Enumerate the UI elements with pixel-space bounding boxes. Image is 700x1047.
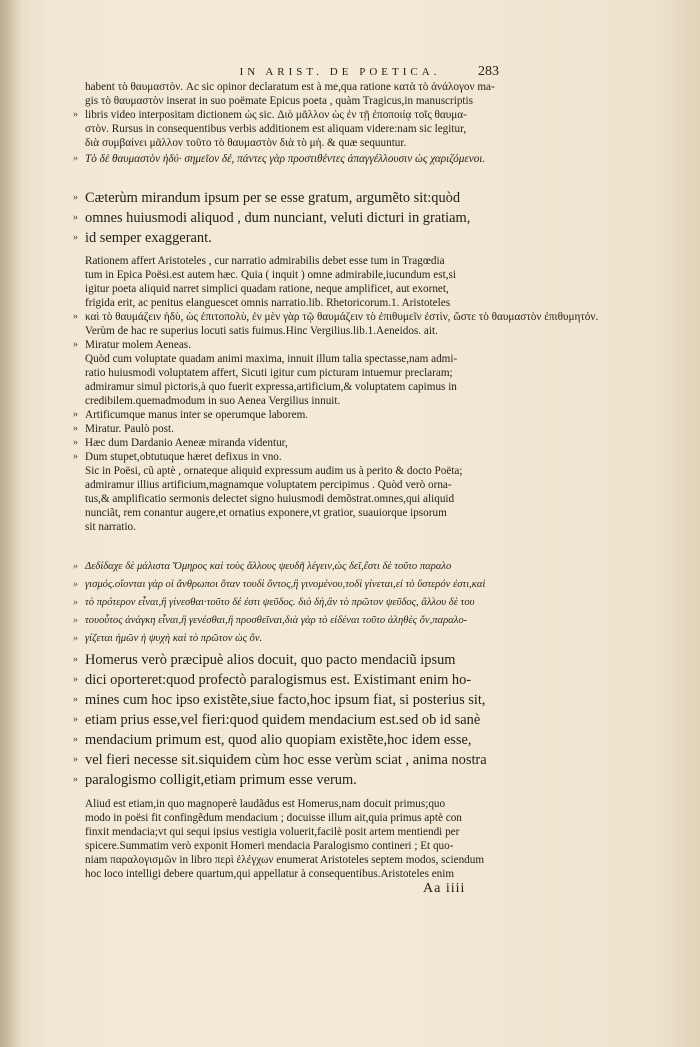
text-line — [85, 136, 525, 150]
line-text: mendacium primum est, quod alio quopiam existẽte,hoc idem esse, — [85, 732, 472, 748]
text-line — [73, 770, 525, 790]
text-line — [85, 506, 525, 520]
quotation-marker: » — [73, 633, 78, 644]
text-line — [85, 797, 525, 811]
text-line — [73, 228, 525, 248]
text-line — [85, 94, 525, 108]
greek-quotation-1 — [73, 152, 525, 166]
quotation-marker: » — [73, 654, 78, 665]
quotation-marker: » — [73, 437, 78, 448]
line-text: gis τὸ θαυμαστὸν inserat in suo poëmate Epicus poeta , quàm Tragicus,in manuscriptis — [85, 95, 474, 107]
line-text: Artificumque manus inter se operumque laborem. — [85, 409, 309, 421]
quotation-marker: » — [73, 579, 78, 590]
text-line — [73, 108, 525, 122]
text-line — [73, 450, 525, 464]
text-line — [85, 122, 525, 136]
text-line — [85, 520, 525, 534]
line-text: paralogismo colligit,etiam primum esse verum. — [85, 772, 357, 788]
line-text: habent τὸ θαυμαστὸν. Ac sic opinor declaratum est à me,qua ratione κατὰ τὸ ἀνάλογον ma- — [85, 81, 495, 93]
signature-mark: Aa iiii — [423, 881, 466, 896]
line-text: στὸν. Rursus in consequentibus verbis additionem est aliquam videre:nam sic legitur, — [85, 123, 467, 135]
quotation-marker: » — [73, 451, 78, 462]
quotation-marker: » — [73, 774, 78, 785]
quotation-marker: » — [73, 714, 78, 725]
text-line — [85, 464, 525, 478]
text-line — [73, 670, 525, 690]
text-line — [73, 594, 525, 612]
quotation-marker: » — [73, 212, 78, 223]
line-text: Homerus verò præcipuè alios docuit, quo pacto mendaciũ ipsum — [85, 652, 456, 668]
line-text: mines cum hoc ipso existẽte,siue facto,hoc ipsum fiat, si posterius sit, — [85, 692, 486, 708]
text-line — [73, 208, 525, 228]
line-text: καὶ τὸ θαυμάζειν ἡδὺ, ὡς ἐπιτοπολὺ, ἐν μὲν γὰρ τῷ θαυμάζειν τὸ ἐπιθυμεῖν ἐστὶν, ὥστε τὸ θαυμαστὸν ἐπιθυμητόν. — [85, 311, 599, 323]
text-line — [73, 152, 525, 166]
text-line — [85, 394, 525, 408]
quotation-marker: » — [73, 311, 78, 322]
text-line — [73, 338, 525, 352]
line-text: Miratur molem Aeneas. — [85, 339, 191, 351]
text-line — [73, 408, 525, 422]
text-line — [73, 750, 525, 770]
quotation-marker: » — [73, 232, 78, 243]
page-number: 283 — [478, 64, 499, 79]
quotation-marker: » — [73, 615, 78, 626]
text-line — [73, 576, 525, 594]
text-line — [85, 853, 525, 867]
text-line — [73, 436, 525, 450]
text-line — [85, 478, 525, 492]
line-text: Δεδίδαχε δὲ μάλιστα Ὅμηρος καὶ τοὺς ἄλλους ψευδῆ λέγειν,ὡς δεῖ,ἔστι δὲ τοῦτο παραλο — [85, 561, 452, 572]
line-text: finxit mendacia;vt qui sequi ipsius vestigia voluerit,facilè posit artem mentiendi per — [85, 826, 460, 838]
line-text: Verùm de hac re superius locuti satis fuimus.Hinc Vergilius.lib.1.Aeneidos. ait. — [85, 325, 438, 337]
quotation-marker: » — [73, 734, 78, 745]
text-line — [73, 710, 525, 730]
line-text: nunciãt, rem conantur augere,et ornatius exponere,vt gratior, suauiorque ipsorum — [85, 507, 447, 519]
line-text: dici oporteret:quod profectò paralogismus est. Existimant enim ho- — [85, 672, 472, 688]
quotation-marker: » — [73, 153, 78, 164]
line-text: Τὸ δὲ θαυμαστὸν ἡδύ· σημεῖον δέ, πάντες γὰρ προστιθέντες ἀπαγγέλλουσιν ὡς χαριζόμενοι. — [85, 153, 486, 165]
greek-quotation-2 — [73, 558, 525, 648]
line-text: frigida erit, ac penitus elanguescet omnis narratio.lib. Rhetoricorum.1. Aristoteles — [85, 297, 451, 309]
text-line — [85, 296, 525, 310]
quotation-marker: » — [73, 694, 78, 705]
line-text: Cæterùm mirandum ipsum per se esse gratum, argumẽto sit:quòd — [85, 190, 461, 206]
text-line — [85, 825, 525, 839]
line-text: libris video interpositam dictionem ὡς sic. Διὸ μᾶλλον ὡς ἐν τῇ ἐποποιίᾳ τοῖς θαυμα- — [85, 109, 467, 121]
quotation-marker: » — [73, 339, 78, 350]
line-text: γίζεται ἡμῶν ἡ ψυχὴ καὶ τὸ πρῶτον ὡς ὄν. — [85, 633, 263, 644]
quotation-marker: » — [73, 754, 78, 765]
line-text: omnes huiusmodi aliquod , dum nunciant, veluti dicturi in gratiam, — [85, 210, 471, 226]
text-line — [85, 352, 525, 366]
text-line — [85, 811, 525, 825]
quotation-marker: » — [73, 674, 78, 685]
text-line — [85, 80, 525, 94]
quotation-marker: » — [73, 597, 78, 608]
text-line — [85, 380, 525, 394]
line-text: niam παραλογισμῶν in libro περὶ ἐλέγχων enumerat Aristoteles septem modos, sciendum — [85, 854, 485, 866]
text-line — [85, 254, 525, 268]
text-line — [73, 188, 525, 208]
line-text: Hæc dum Dardanio Aeneæ miranda videntur, — [85, 437, 288, 449]
line-text: id semper exaggerant. — [85, 230, 212, 246]
text-line — [73, 612, 525, 630]
text-line — [73, 422, 525, 436]
line-text: hoc loco intelligi debere quartum,qui appellatur à consequentibus.Aristoteles enim — [85, 868, 455, 880]
line-text: etiam prius esse,vel fieri:quod quidem mendacium est.sed ob id sanè — [85, 712, 481, 728]
line-text: διὰ συμβαίνει μᾶλλον τοῦτο τὸ θαυμαστὸν διὰ τὸ μὴ. & quæ sequuntur. — [85, 137, 407, 149]
line-text: Miratur. Paulò post. — [85, 423, 174, 435]
line-text: Aliud est etiam,in quo magnoperè laudãdus est Homerus,nam docuit primus;quo — [85, 798, 446, 810]
text-line — [73, 730, 525, 750]
quotation-marker: » — [73, 423, 78, 434]
text-line — [85, 268, 525, 282]
text-line — [85, 366, 525, 380]
line-text: ratio huiusmodi voluptatem affert, Sicuti igitur cum picturam intuemur preclaram; — [85, 367, 453, 379]
text-line — [85, 492, 525, 506]
line-text: tum in Epica Poësi.est autem hæc. Quia ( inquit ) omne admirabile,iucundum est,si — [85, 269, 456, 281]
line-text: credibilem.quemadmodum in suo Aenea Vergilius innuit. — [85, 395, 341, 407]
line-text: τὸ πρότερον εἶναι,ἢ γίνεσθαι·τοῦτο δέ ἐστι ψεῦδος. διὸ δὴ,ἂν τὸ πρῶτον ψεῦδος, ἄλλου δὲ του — [85, 597, 475, 608]
commentary-paragraph-2 — [85, 797, 525, 881]
text-line — [73, 310, 599, 324]
translation-paragraph-1 — [73, 188, 525, 248]
translation-paragraph-2 — [73, 650, 525, 790]
spine-shadow — [0, 0, 22, 1047]
text-block-intro — [73, 80, 525, 150]
text-line — [73, 630, 525, 648]
quotation-marker: » — [73, 192, 78, 203]
line-text: igitur poeta aliquid narret simplici quadam ratione, neque amplificet, aut exornet, — [85, 283, 449, 295]
quotation-marker: » — [73, 409, 78, 420]
quotation-marker: » — [73, 109, 78, 120]
text-line — [73, 650, 525, 670]
text-line — [85, 839, 525, 853]
line-text: Sic in Poësi, cũ aptè , ornateque aliquid expressum audim us à perito & docto Poëta; — [85, 465, 463, 477]
line-text: Quòd cum voluptate quadam animi maxima, innuit illum talia spectasse,nam admi- — [85, 353, 458, 365]
line-text: sit narratio. — [85, 521, 136, 533]
line-text: modo in poësi fit confingẽdum mendacium ; docuisse illum ait,quia primus aptè con — [85, 812, 462, 824]
text-line — [85, 324, 525, 338]
line-text: τουοὗτος ἀνάγκη εἶναι,ἢ γενέσθαι,ἢ προσθεῖναι,διὰ γὰρ τὸ εἰδέναι τοῦτο ἀληθὲς ὄν,παραλο- — [85, 615, 468, 626]
line-text: admiramur illius artificium,magnamque voluptatem percipimus . Quòd verò orna- — [85, 479, 452, 491]
line-text: Dum stupet,obtutuque hæret defixus in vno. — [85, 451, 282, 463]
text-line — [85, 282, 525, 296]
text-line — [73, 558, 525, 576]
text-line — [73, 690, 525, 710]
running-header: IN ARIST. DE POETICA. — [239, 66, 441, 78]
line-text: γισμός.οἴονται γὰρ οἱ ἄνθρωποι ὅταν τουδὶ ὄντος,ἢ γινομένου,τοδὶ γίνεται,εἰ τὸ ὕστερόν ἐστι,καὶ — [85, 579, 486, 590]
line-text: admiramur simul pictoris,à quo fuerit expressa,artificium,& voluptatem capimus in — [85, 381, 457, 393]
line-text: spicere.Summatim verò exponit Homeri mendacia Paralogismo contineri ; Et quo- — [85, 840, 454, 852]
line-text: Rationem affert Aristoteles , cur narratio admirabilis debet esse tum in Tragœdia — [85, 255, 445, 267]
line-text: vel fieri necesse sit.siquidem cùm hoc esse verùm sciat , anima nostra — [85, 752, 487, 768]
line-text: tus,& amplificatio sermonis delectet signo huiusmodi demõstrat.omnes,qui aliquid — [85, 493, 455, 505]
commentary-paragraph-1 — [73, 254, 599, 534]
quotation-marker: » — [73, 561, 78, 572]
text-line — [85, 867, 525, 881]
